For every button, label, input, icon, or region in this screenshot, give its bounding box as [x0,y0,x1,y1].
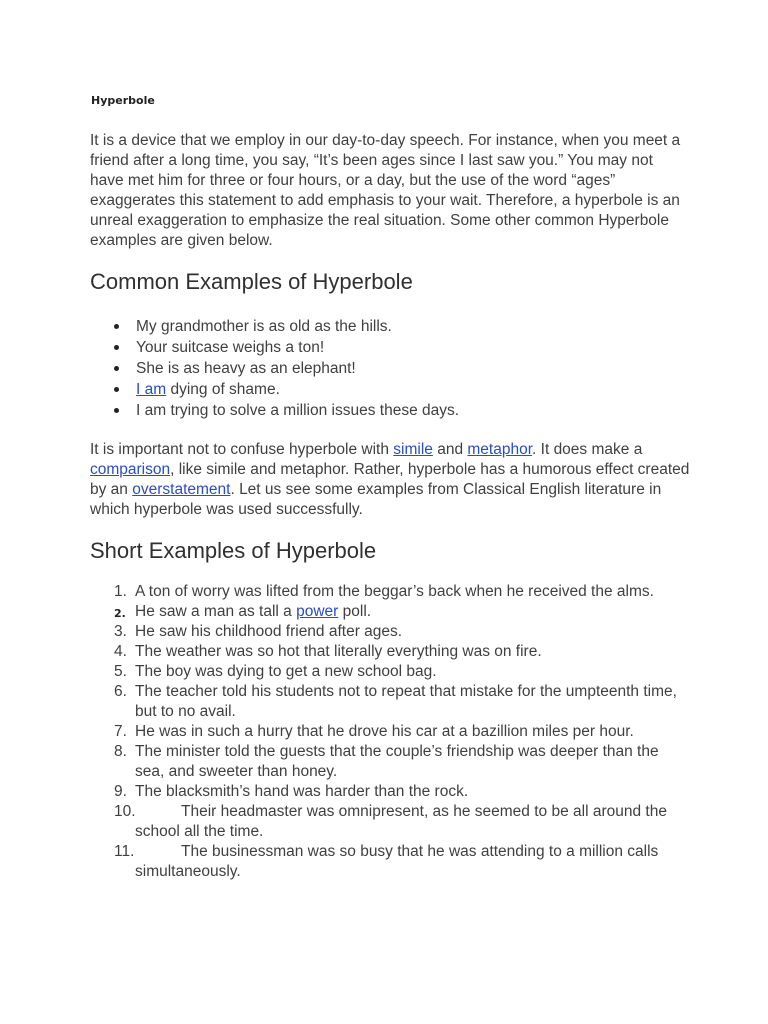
list-item: 6. The teacher told his students not to repeat that mistake for the umpteenth time, but to no avail. [114,683,677,720]
comparison-paragraph: It is important not to confuse hyperbole with simile and metaphor. It does make a comparison, like simile and metaphor. Rather, hyperbole has a humorous effect created by an overstatement. Let us see some examples from Classical English literature in which hyperbole was used successfully. [90,441,690,518]
list-item: 5. The boy was dying to get a new school bag. [114,663,437,680]
short-examples-list [90,582,680,882]
list-item: 1. A ton of worry was lifted from the beggar’s back when he received the alms. [114,583,654,600]
list-item: 4. The weather was so hot that literally everything was on fire. [114,643,542,660]
power-link[interactable]: power [296,603,339,620]
list-item: 7. He was in such a hurry that he drove his car at a bazillion miles per hour. [114,723,634,740]
comparison-link[interactable]: comparison [90,461,171,478]
list-item: My grandmother is as old as the hills. [90,316,690,337]
intro-paragraph: It is a device that we employ in our day-to-day speech. For instance, when you meet a friend after a long time, you say, “It’s been ages since I last saw you.” You may not have met him for three or four hours, or a day, but the use of the word “ages” exaggerates this statement to add emphasis to your wait. Therefore, a hyperbole is an unreal exaggeration to emphasize the real situation. Some other common Hyperbole examples are given below. [90,132,681,249]
list-item: 10. Their headmaster was omnipresent, as he seemed to be all around the school all the time. [114,803,667,840]
document-title: Hyperbole [91,94,155,107]
list-item: 9. The blacksmith’s hand was harder than the rock. [114,783,469,800]
list-item: I am dying of shame. [90,379,690,400]
list-item: She is as heavy as an elephant! [90,358,690,379]
short-examples-heading: Short Examples of Hyperbole [90,538,377,563]
list-item: 8. The minister told the guests that the couple’s friendship was deeper than the sea, and sweeter than honey. [114,743,659,780]
list-item: 11. The businessman was so busy that he was attending to a million calls simultaneously. [114,843,659,880]
list-item: Your suitcase weighs a ton! [90,337,690,358]
common-examples-list [90,316,690,421]
common-examples-heading: Common Examples of Hyperbole [90,269,413,294]
metaphor-link[interactable]: metaphor [467,441,533,458]
list-item: I am trying to solve a million issues these days. [90,400,690,421]
list-item: 2. He saw a man as tall a power poll. [114,603,372,620]
i-am-link[interactable]: I am [136,381,167,398]
list-item: 3. He saw his childhood friend after ages. [114,623,403,640]
overstatement-link[interactable]: overstatement [132,481,231,498]
simile-link[interactable]: simile [393,441,433,458]
